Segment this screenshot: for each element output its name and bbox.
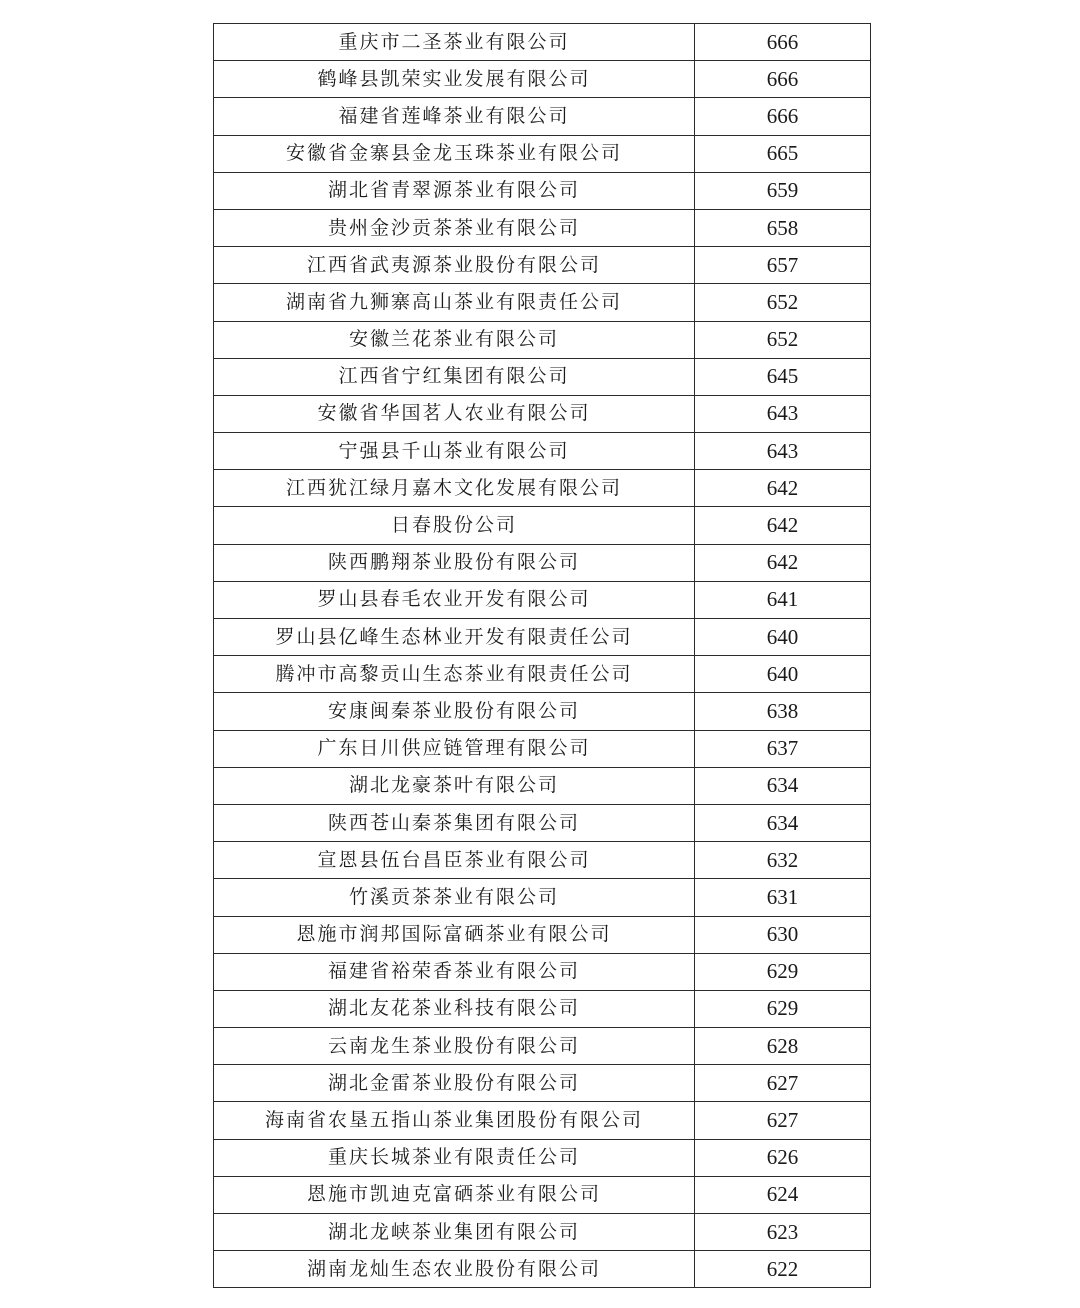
table-row — [214, 953, 871, 990]
score-cell: 627 — [695, 1102, 871, 1139]
company-name-cell: 恩施市凯迪克富硒茶业有限公司 — [214, 1176, 695, 1213]
table-row — [214, 507, 871, 544]
score-cell: 642 — [695, 544, 871, 581]
score-cell: 641 — [695, 581, 871, 618]
score-cell: 630 — [695, 916, 871, 953]
score-cell: 622 — [695, 1251, 871, 1288]
table-row — [214, 879, 871, 916]
score-cell: 637 — [695, 730, 871, 767]
score-cell: 628 — [695, 1028, 871, 1065]
score-cell: 629 — [695, 953, 871, 990]
table-row — [214, 61, 871, 98]
score-cell: 643 — [695, 395, 871, 432]
table-row — [214, 656, 871, 693]
table-body — [214, 24, 871, 1288]
company-name-cell: 湖南省九狮寨高山茶业有限责任公司 — [214, 284, 695, 321]
table-row — [214, 98, 871, 135]
table-row — [214, 470, 871, 507]
table-row — [214, 990, 871, 1027]
score-cell: 640 — [695, 619, 871, 656]
company-name-cell: 罗山县春毛农业开发有限公司 — [214, 581, 695, 618]
table-row — [214, 1065, 871, 1102]
company-name-cell: 福建省莲峰茶业有限公司 — [214, 98, 695, 135]
score-cell: 623 — [695, 1214, 871, 1251]
table-row — [214, 767, 871, 804]
table-row — [214, 1214, 871, 1251]
table-row — [214, 1139, 871, 1176]
table-row — [214, 135, 871, 172]
score-cell: 631 — [695, 879, 871, 916]
company-name-cell: 安徽省华国茗人农业有限公司 — [214, 395, 695, 432]
table-row — [214, 730, 871, 767]
table-row — [214, 1102, 871, 1139]
company-name-cell: 福建省裕荣香茶业有限公司 — [214, 953, 695, 990]
table-row — [214, 693, 871, 730]
company-name-cell: 腾冲市高黎贡山生态茶业有限责任公司 — [214, 656, 695, 693]
score-cell: 652 — [695, 321, 871, 358]
table-row — [214, 1028, 871, 1065]
score-cell: 642 — [695, 470, 871, 507]
company-name-cell: 湖北省青翠源茶业有限公司 — [214, 172, 695, 209]
table-row — [214, 842, 871, 879]
company-name-cell: 湖北龙豪茶叶有限公司 — [214, 767, 695, 804]
company-name-cell: 陕西苍山秦茶集团有限公司 — [214, 804, 695, 841]
table-row — [214, 916, 871, 953]
company-name-cell: 竹溪贡茶茶业有限公司 — [214, 879, 695, 916]
company-name-cell: 湖北金雷茶业股份有限公司 — [214, 1065, 695, 1102]
table-row — [214, 544, 871, 581]
score-cell: 634 — [695, 804, 871, 841]
company-score-table — [213, 23, 871, 1288]
table-row — [214, 321, 871, 358]
score-cell: 629 — [695, 990, 871, 1027]
company-name-cell: 湖北友花茶业科技有限公司 — [214, 990, 695, 1027]
company-name-cell: 安康闽秦茶业股份有限公司 — [214, 693, 695, 730]
table-row — [214, 433, 871, 470]
score-cell: 657 — [695, 247, 871, 284]
score-cell: 666 — [695, 98, 871, 135]
company-name-cell: 江西省宁红集团有限公司 — [214, 358, 695, 395]
company-name-cell: 安徽兰花茶业有限公司 — [214, 321, 695, 358]
score-cell: 659 — [695, 172, 871, 209]
table-row — [214, 24, 871, 61]
score-cell: 624 — [695, 1176, 871, 1213]
score-cell: 642 — [695, 507, 871, 544]
table-row — [214, 209, 871, 246]
company-name-cell: 江西犹江绿月嘉木文化发展有限公司 — [214, 470, 695, 507]
score-cell: 627 — [695, 1065, 871, 1102]
company-name-cell: 宣恩县伍台昌臣茶业有限公司 — [214, 842, 695, 879]
company-name-cell: 日春股份公司 — [214, 507, 695, 544]
company-name-cell: 云南龙生茶业股份有限公司 — [214, 1028, 695, 1065]
company-name-cell: 鹤峰县凯荣实业发展有限公司 — [214, 61, 695, 98]
company-name-cell: 广东日川供应链管理有限公司 — [214, 730, 695, 767]
company-name-cell: 陕西鹏翔茶业股份有限公司 — [214, 544, 695, 581]
score-cell: 632 — [695, 842, 871, 879]
table-row — [214, 247, 871, 284]
company-name-cell: 重庆市二圣茶业有限公司 — [214, 24, 695, 61]
table-row — [214, 581, 871, 618]
table-row — [214, 804, 871, 841]
table-row — [214, 619, 871, 656]
company-name-cell: 罗山县亿峰生态林业开发有限责任公司 — [214, 619, 695, 656]
score-cell: 665 — [695, 135, 871, 172]
company-name-cell: 海南省农垦五指山茶业集团股份有限公司 — [214, 1102, 695, 1139]
score-cell: 666 — [695, 61, 871, 98]
company-name-cell: 重庆长城茶业有限责任公司 — [214, 1139, 695, 1176]
table-row — [214, 284, 871, 321]
score-cell: 643 — [695, 433, 871, 470]
company-name-cell: 湖北龙峡茶业集团有限公司 — [214, 1214, 695, 1251]
company-name-cell: 江西省武夷源茶业股份有限公司 — [214, 247, 695, 284]
score-cell: 652 — [695, 284, 871, 321]
table-row — [214, 1251, 871, 1288]
company-name-cell: 宁强县千山茶业有限公司 — [214, 433, 695, 470]
score-cell: 658 — [695, 209, 871, 246]
score-cell: 626 — [695, 1139, 871, 1176]
score-cell: 645 — [695, 358, 871, 395]
table-row — [214, 395, 871, 432]
company-name-cell: 恩施市润邦国际富硒茶业有限公司 — [214, 916, 695, 953]
score-cell: 634 — [695, 767, 871, 804]
company-name-cell: 安徽省金寨县金龙玉珠茶业有限公司 — [214, 135, 695, 172]
score-cell: 640 — [695, 656, 871, 693]
table-row — [214, 358, 871, 395]
table-row — [214, 1176, 871, 1213]
score-cell: 638 — [695, 693, 871, 730]
score-cell: 666 — [695, 24, 871, 61]
company-name-cell: 湖南龙灿生态农业股份有限公司 — [214, 1251, 695, 1288]
table-row — [214, 172, 871, 209]
company-name-cell: 贵州金沙贡茶茶业有限公司 — [214, 209, 695, 246]
